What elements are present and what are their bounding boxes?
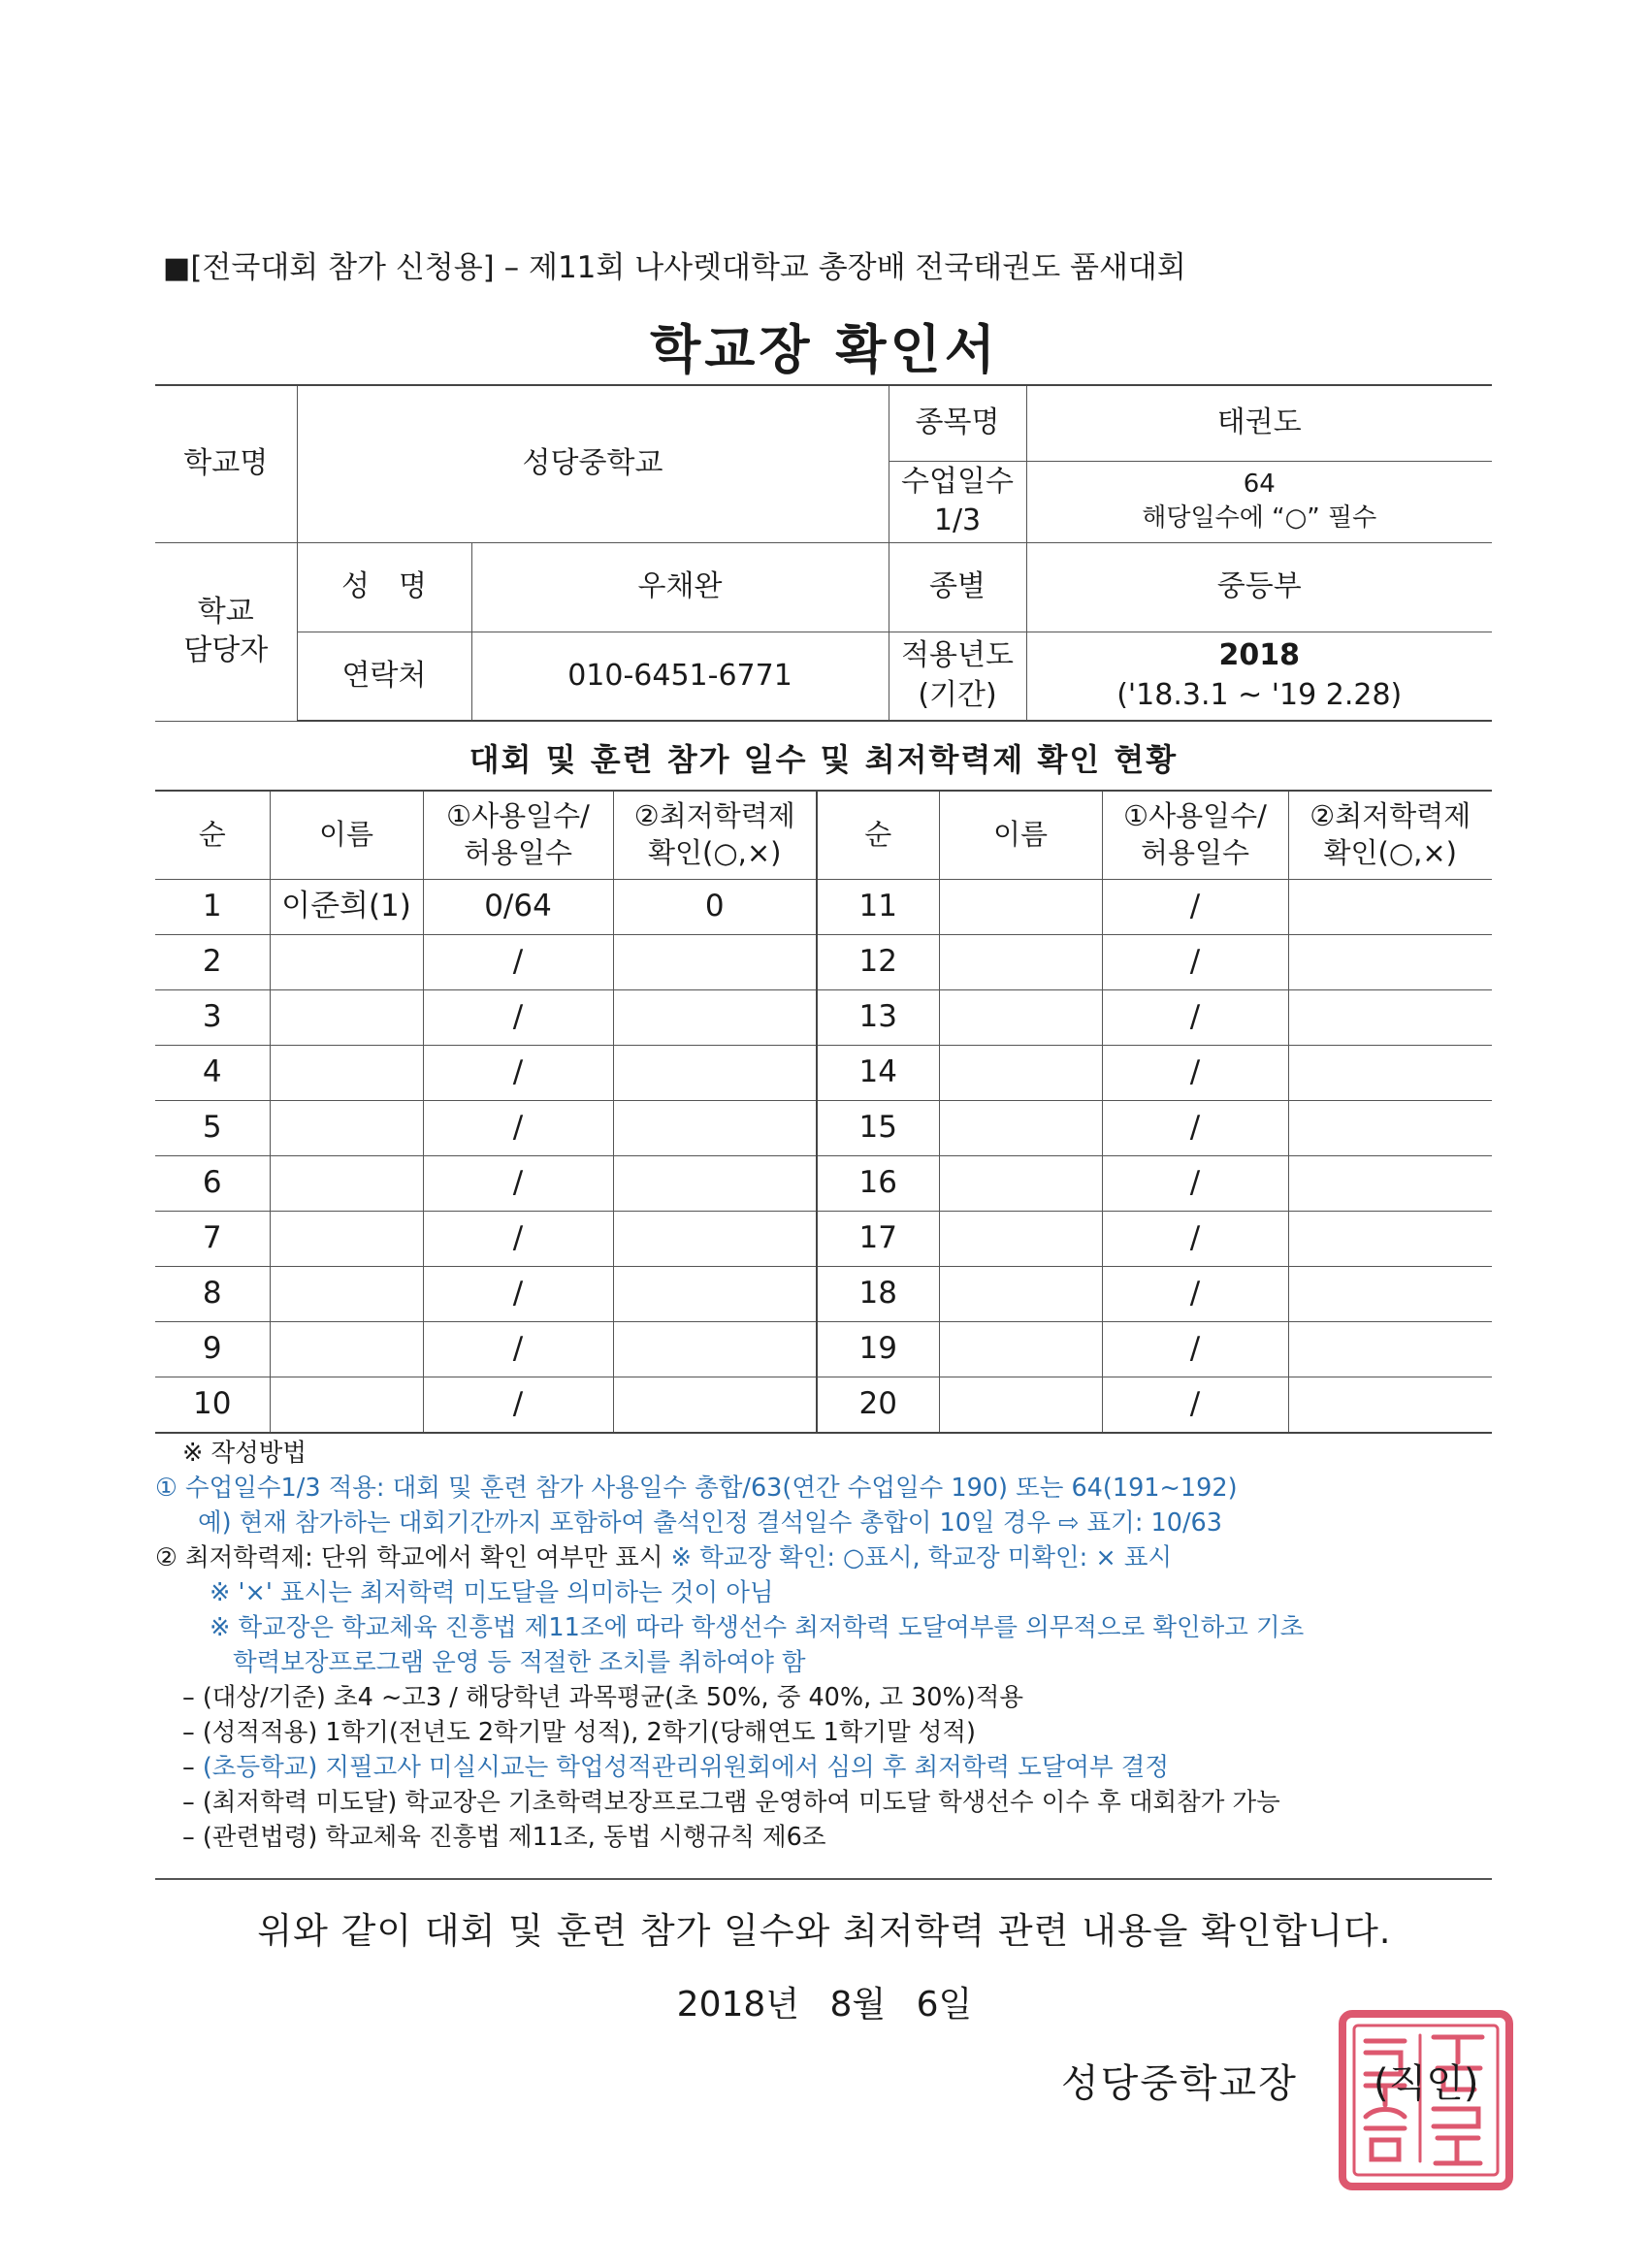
row-check-right xyxy=(1288,1322,1492,1377)
manager-label-line1: 학교 xyxy=(197,594,254,629)
school-days-label-line2: 1/3 xyxy=(933,503,982,537)
note-line: ※ '×' 표시는 최저학력 미도달을 의미하는 것이 아님 xyxy=(210,1578,774,1607)
col-days-header-right xyxy=(1102,791,1288,880)
school-days-label xyxy=(889,461,1026,542)
row-no-right: 17 xyxy=(817,1212,939,1267)
row-days-right: / xyxy=(1102,1101,1288,1156)
col-name-header-right: 이름 xyxy=(939,791,1102,880)
row-no-right: 20 xyxy=(817,1377,939,1434)
row-no-right: 12 xyxy=(817,935,939,990)
row-no-left: 9 xyxy=(155,1322,270,1377)
row-days-left: / xyxy=(423,1322,613,1377)
row-days-right: / xyxy=(1102,880,1288,935)
row-name-left xyxy=(270,1156,423,1212)
sport-value: 태권도 xyxy=(1026,385,1492,461)
row-no-right: 15 xyxy=(817,1101,939,1156)
table-row xyxy=(155,1267,1492,1322)
row-name-left xyxy=(270,1046,423,1101)
row-check-right xyxy=(1288,990,1492,1046)
row-check-left xyxy=(613,935,817,990)
row-days-right: / xyxy=(1102,1267,1288,1322)
col-check-header-left-line1: ②최저학력제 xyxy=(633,799,795,833)
apply-year-number: 2018 xyxy=(1218,638,1300,673)
school-name-value: 성당중학교 xyxy=(297,385,889,542)
col-check-header-right-line2: 확인(○,×) xyxy=(1323,836,1457,869)
row-days-right: / xyxy=(1102,935,1288,990)
row-days-left: / xyxy=(423,1101,613,1156)
row-check-left xyxy=(613,1156,817,1212)
row-check-left xyxy=(613,1267,817,1322)
contact-value: 010-6451-6771 xyxy=(471,632,889,721)
row-no-right: 18 xyxy=(817,1267,939,1322)
row-no-left: 6 xyxy=(155,1156,270,1212)
school-days-number: 64 xyxy=(1243,469,1276,499)
school-days-note: 해당일수에 “○” 필수 xyxy=(1142,503,1377,533)
note-text: ② 최저학력제: 단위 학교에서 확인 여부만 표시 xyxy=(155,1543,671,1572)
table-row xyxy=(155,1101,1492,1156)
note-line: – (대상/기준) 초4 ~고3 / 해당학년 과목평균(초 50%, 중 40%, 고 30%)적용 xyxy=(182,1683,1023,1712)
sport-label: 종목명 xyxy=(889,385,1026,461)
col-check-header-left-line2: 확인(○,×) xyxy=(648,836,782,869)
row-days-right: / xyxy=(1102,1046,1288,1101)
row-days-left: 0/64 xyxy=(423,880,613,935)
row-name-right xyxy=(939,990,1102,1046)
row-no-left: 2 xyxy=(155,935,270,990)
table-row xyxy=(155,1322,1492,1377)
document-date: 2018년 8월 6일 xyxy=(676,1985,973,2025)
row-name-left xyxy=(270,1212,423,1267)
row-days-left: / xyxy=(423,1046,613,1101)
school-days-label-line1: 수업일수 xyxy=(901,464,1014,499)
event-name: 제11회 나사렛대학교 총장배 전국태권도 품새대회 xyxy=(529,250,1186,285)
header-dash: – xyxy=(503,250,520,285)
row-days-left: / xyxy=(423,935,613,990)
note-line: ※ 학교장은 학교체육 진흥법 제11조에 따라 학생선수 최저학력 도달여부를 의무적으로 확인하고 기초 xyxy=(210,1613,1305,1642)
section-divider xyxy=(155,1878,1492,1880)
note-text: – xyxy=(182,1753,203,1782)
row-name-left xyxy=(270,1322,423,1377)
contact-label: 연락처 xyxy=(297,632,471,721)
row-no-left: 10 xyxy=(155,1377,270,1434)
row-check-right xyxy=(1288,1377,1492,1434)
col-days-header-right-line1: ①사용일수/ xyxy=(1123,799,1267,833)
row-no-right: 13 xyxy=(817,990,939,1046)
manager-label xyxy=(155,542,297,721)
row-no-left: 4 xyxy=(155,1046,270,1101)
row-check-left xyxy=(613,1046,817,1101)
form-label: [전국대회 참가 신청용] xyxy=(190,250,495,285)
category-label: 종별 xyxy=(889,542,1026,632)
col-days-header-left-line2: 허용일수 xyxy=(463,836,573,869)
row-check-right xyxy=(1288,1267,1492,1322)
col-no-header-left: 순 xyxy=(155,791,270,880)
table-row xyxy=(155,1212,1492,1267)
note-line: ① 수업일수1/3 적용: 대회 및 훈련 참가 사용일수 총합/63(연간 수업일수 190) 또는 64(191~192) xyxy=(155,1474,1238,1503)
apply-year-value xyxy=(1026,632,1492,721)
table-row xyxy=(155,935,1492,990)
row-name-right xyxy=(939,935,1102,990)
apply-year-period: ('18.3.1 ~ '19 2.28) xyxy=(1116,677,1403,712)
form-header xyxy=(163,243,1186,286)
row-name-right xyxy=(939,1156,1102,1212)
roster-header-row xyxy=(155,791,1492,880)
col-check-header-left xyxy=(613,791,817,880)
category-value: 중등부 xyxy=(1026,542,1492,632)
row-no-left: 1 xyxy=(155,880,270,935)
row-name-left xyxy=(270,1377,423,1434)
school-info-table xyxy=(155,384,1492,722)
row-name-right xyxy=(939,1046,1102,1101)
row-days-right: / xyxy=(1102,1322,1288,1377)
table-row xyxy=(155,1156,1492,1212)
document-title: 학교장 확인서 xyxy=(650,319,999,380)
apply-year-label-line1: 적용년도 xyxy=(901,638,1014,673)
seal-label: (직인) xyxy=(1374,2061,1479,2106)
row-check-left xyxy=(613,1322,817,1377)
row-days-left: / xyxy=(423,990,613,1046)
row-check-right xyxy=(1288,1046,1492,1101)
row-name-left xyxy=(270,1101,423,1156)
row-days-left: / xyxy=(423,1267,613,1322)
school-days-value xyxy=(1026,461,1492,542)
row-check-left xyxy=(613,1377,817,1434)
row-check-left xyxy=(613,990,817,1046)
row-no-right: 11 xyxy=(817,880,939,935)
col-name-header-left: 이름 xyxy=(270,791,423,880)
row-days-right: / xyxy=(1102,990,1288,1046)
row-days-left: / xyxy=(423,1377,613,1434)
row-no-left: 5 xyxy=(155,1101,270,1156)
row-no-right: 16 xyxy=(817,1156,939,1212)
note-line: – (관련법령) 학교체육 진흥법 제11조, 동법 시행규칙 제6조 xyxy=(182,1823,826,1852)
table-row xyxy=(155,1046,1492,1101)
table-row xyxy=(155,990,1492,1046)
apply-year-label xyxy=(889,632,1026,721)
row-check-right xyxy=(1288,935,1492,990)
col-days-header-left xyxy=(423,791,613,880)
row-check-right xyxy=(1288,1156,1492,1212)
instructions-heading: ※ 작성방법 xyxy=(182,1439,307,1468)
note-line xyxy=(155,1540,1492,1575)
row-name-right xyxy=(939,1322,1102,1377)
row-name-left xyxy=(270,1267,423,1322)
row-name-left xyxy=(270,990,423,1046)
row-check-left xyxy=(613,1101,817,1156)
manager-name-label: 성 명 xyxy=(297,542,471,632)
participation-roster-table xyxy=(155,790,1492,1434)
principal-signature-label: 성당중학교장 xyxy=(1061,2061,1298,2106)
row-days-right: / xyxy=(1102,1212,1288,1267)
row-no-right: 14 xyxy=(817,1046,939,1101)
manager-label-line2: 담당자 xyxy=(183,633,269,667)
row-name-right xyxy=(939,1267,1102,1322)
row-name-right xyxy=(939,880,1102,935)
row-check-right xyxy=(1288,880,1492,935)
instructions-section xyxy=(155,1436,1492,1855)
row-check-left xyxy=(613,1212,817,1267)
row-days-right: / xyxy=(1102,1156,1288,1212)
row-no-right: 19 xyxy=(817,1322,939,1377)
col-check-header-right xyxy=(1288,791,1492,880)
row-days-left: / xyxy=(423,1212,613,1267)
row-no-left: 3 xyxy=(155,990,270,1046)
row-days-left: / xyxy=(423,1156,613,1212)
col-days-header-left-line1: ①사용일수/ xyxy=(446,799,590,833)
table-row xyxy=(155,1377,1492,1434)
row-name-left: 이준희(1) xyxy=(270,880,423,935)
row-no-left: 7 xyxy=(155,1212,270,1267)
row-name-left xyxy=(270,935,423,990)
row-no-left: 8 xyxy=(155,1267,270,1322)
square-bullet-icon: ■ xyxy=(163,251,191,285)
note-text-highlight: (초등학교) 지필고사 미실시교는 학업성적관리위원회에서 심의 후 최저학력 도달여부 결정 xyxy=(202,1753,1170,1782)
row-name-right xyxy=(939,1212,1102,1267)
row-check-right xyxy=(1288,1212,1492,1267)
col-no-header-right: 순 xyxy=(817,791,939,880)
row-name-right xyxy=(939,1101,1102,1156)
note-line: 학력보장프로그램 운영 등 적절한 조치를 취하여야 함 xyxy=(233,1648,806,1677)
row-check-left: 0 xyxy=(613,880,817,935)
note-line xyxy=(155,1750,1492,1785)
apply-year-label-line2: (기간) xyxy=(918,677,997,712)
col-days-header-right-line2: 허용일수 xyxy=(1140,836,1250,869)
note-text-highlight: ※ 학교장 확인: ○표시, 학교장 미확인: × 표시 xyxy=(670,1543,1173,1572)
manager-name-value: 우채완 xyxy=(471,542,889,632)
note-line: – (최저학력 미도달) 학교장은 기초학력보장프로그램 운영하여 미도달 학생선수 이수 후 대회참가 가능 xyxy=(182,1788,1280,1817)
col-check-header-right-line1: ②최저학력제 xyxy=(1310,799,1471,833)
table-row xyxy=(155,880,1492,935)
row-check-right xyxy=(1288,1101,1492,1156)
row-days-right: / xyxy=(1102,1377,1288,1434)
row-name-right xyxy=(939,1377,1102,1434)
confirmation-statement: 위와 같이 대회 및 훈련 참가 일수와 최저학력 관련 내용을 확인합니다. xyxy=(257,1910,1392,1952)
status-section-title: 대회 및 훈련 참가 일수 및 최저학력제 확인 현황 xyxy=(469,741,1179,778)
note-line: 예) 현재 참가하는 대회기간까지 포함하여 출석인정 결석일수 총합이 10일 경우 ⇨ 표기: 10/63 xyxy=(198,1508,1222,1538)
note-line: – (성적적용) 1학기(전년도 2학기말 성적), 2학기(당해연도 1학기말 성적) xyxy=(182,1718,977,1747)
school-name-label: 학교명 xyxy=(155,385,297,542)
